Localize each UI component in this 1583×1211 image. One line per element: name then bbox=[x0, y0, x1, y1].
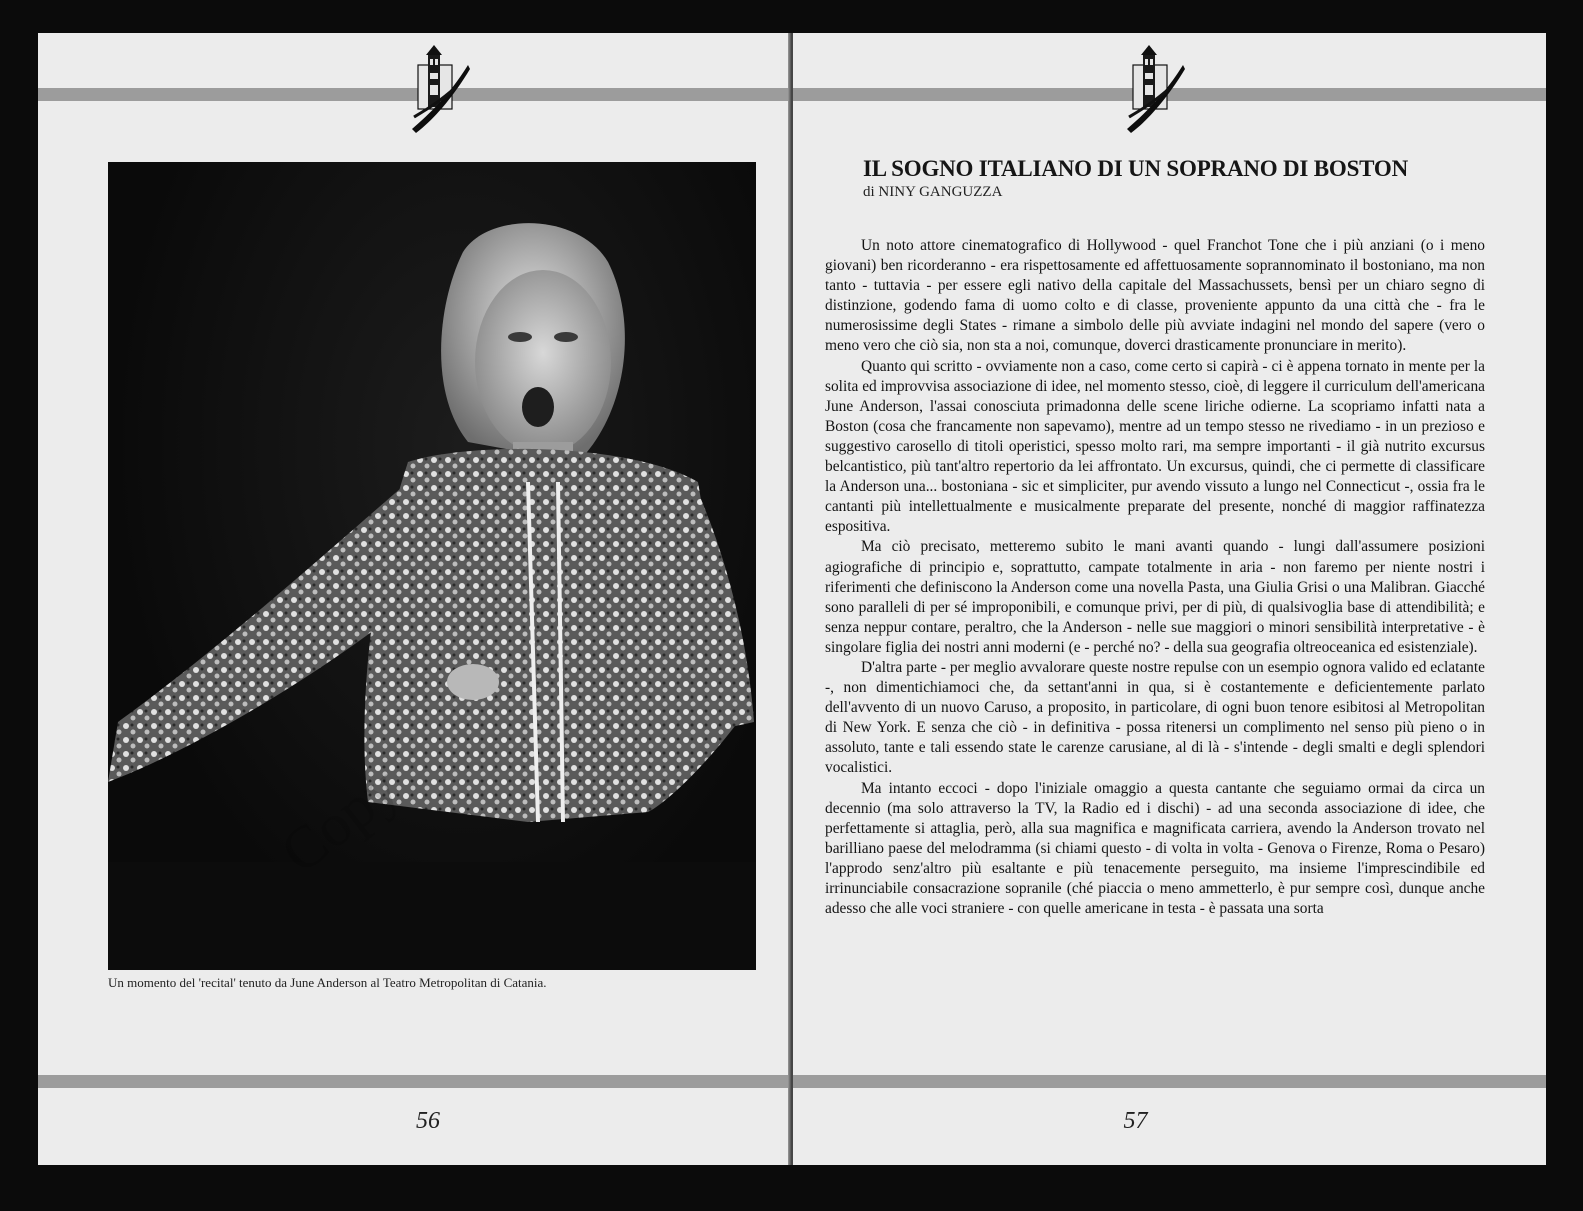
page-number-left: 56 bbox=[416, 1108, 440, 1134]
page-number-right: 57 bbox=[1123, 1108, 1148, 1134]
bottom-rule bbox=[793, 1075, 1546, 1088]
right-page bbox=[793, 33, 1546, 1165]
article-paragraph: Un noto attore cinematografico di Hollywood - quel Franchot Tone che i più anziani (o i meno giovani) ben ricorderanno - era rispettosamente ed affettuosamente soprannominato il bostoniano, ma non tanto - tuttavia - per essere egli nativo della capitale del Massachussets, bensì per un chiaro segno di distinzione, godendo fama di uomo colto e di classe, proveniente appunto da una città che - fra le numerosissime degli States - rimane a simbolo delle più avviate indagini nel mondo del sapere (vero o meno vero che ciò sia, non sta a noi, comunque, doverci drasticamente pronunciare in merito). bbox=[825, 237, 1485, 355]
article-paragraph: D'altra parte - per meglio avvalorare queste nostre repulse con un esempio ognora valido ed eclatante -, non dimentichiamoci che, da settant'anni in qua, si è costantemente e deficientemente parlato dell'avvento di un nuovo Caruso, a proposito, in particolare, di ogni buon tenore esibitosi al Metropolitan di New York. E senza che ciò - in definitiva - possa ritenersi un complimento nel senso più pieno o in assoluto, tante e tali essendo state le carenze carusiane, al di là - s'intende - degli smalti e degli splendori vocalistici. bbox=[825, 658, 1485, 777]
tower-logo-icon bbox=[1125, 45, 1185, 135]
left-page bbox=[38, 33, 790, 1165]
performance-photo bbox=[108, 162, 756, 970]
article-body bbox=[825, 236, 1485, 919]
photo-caption: Un momento del 'recital' tenuto da June Anderson al Teatro Metropolitan di Catania. bbox=[108, 975, 547, 990]
bottom-rule bbox=[38, 1075, 790, 1088]
article-paragraph: Ma intanto eccoci - dopo l'iniziale omaggio a questa cantante che seguiamo ormai da circa un decennio (ma solo attraverso la TV, la Radio ed i dischi) - ad una seconda associazione di idee, che perfettamente si attaglia, però, alla sua magnifica e magnificata carriera, avendo la Anderson trovato nel barilliano paese del melodramma (si chiami questo - di volta in volta - Genova o Firenze, Roma o Pesaro) l'approdo senz'altro più esaltante e più tenacemente perseguito, ma insieme l'imprescindibile ed irrinunciabile consacrazione sopranile (ché piaccia o meno ammetterlo, è pur sempre così, dunque anche adesso che alle voci straniere - con quelle americane in testa - è passata una sorta bbox=[825, 779, 1485, 918]
tower-logo-icon bbox=[410, 45, 470, 135]
article-paragraph: Quanto qui scritto - ovviamente non a caso, come certo si capirà - ci è appena tornato in mente per la solita ed improvvisa associazione di idee, nel momento stesso, cioè, di leggere il curriculum dell'americana June Anderson, l'assai conosciuta primadonna delle scene liriche odierne. La scopriamo infatti nata a Boston (cosa che francamente non sapevamo), mentre ad un tempo stesso ne rivediamo - in un prezioso e suggestivo carosello di titoli operistici, spesso molto rari, ma sempre importanti - il già nutrito excursus belcantistico, più tant'altro repertorio da lei affrontato. Un excursus, quindi, che ci permette di classificare la Anderson una... bostoniana - sic et simpliciter, pur avendo vissuto a lungo nel Connecticut -, ossia fra le cantanti più intellettualmente e musicalmente preparate del presente, nonché di maggior raffinatezza espositiva. bbox=[825, 357, 1485, 536]
article-title: IL SOGNO ITALIANO DI UN SOPRANO DI BOSTON bbox=[863, 156, 1408, 181]
article-paragraph: Ma ciò precisato, metteremo subito le mani avanti quando - lungi dall'assumere posizioni agiografiche di principio e, soprattutto, campate totalmente in aria - non faremo per niente nostri i riferimenti che definiscono la Anderson come una novella Pasta, una Giulia Grisi o una Malibran. Giacché sono paralleli di per sé improponibili, e comunque privi, per di più, di qualsivoglia base di attendibilità; e senza neppur contare, peraltro, che la Anderson - nelle sue maggiori o minori sensibilità interpretative - è singolare figlia dei nostri anni moderni (e - perché no? - della sua geografia oltreoceanica ed esistenziale). bbox=[825, 538, 1485, 656]
article-byline: di NINY GANGUZZA bbox=[863, 184, 1003, 200]
